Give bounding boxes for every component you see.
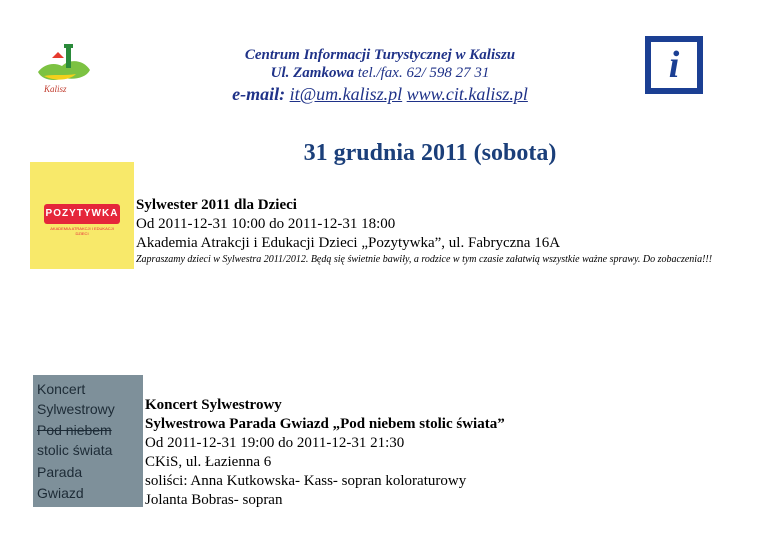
email-link[interactable]: it@um.kalisz.pl	[289, 84, 403, 104]
header	[150, 46, 610, 105]
website-link[interactable]: www.cit.kalisz.pl	[406, 84, 528, 104]
poster-line: stolic świata	[37, 442, 113, 458]
poster-line: Koncert	[37, 381, 86, 397]
poster-line: Gwiazd	[37, 485, 84, 501]
poster-line: Pod niebem	[37, 422, 112, 438]
date-heading: 31 grudnia 2011 (sobota)	[303, 140, 557, 166]
header-address: Ul. Zamkowa	[270, 65, 354, 81]
event1-image-sub: AKADEMIA ATRAKCJI I EDUKACJI DZIECI	[50, 226, 114, 236]
kalisz-logo	[34, 40, 96, 98]
event1-time: Od 2011-12-31 10:00 do 2011-12-31 18:00	[136, 216, 396, 232]
header-title: Centrum Informacji Turystycznej w Kaliszu	[244, 47, 516, 63]
header-phone: tel./fax. 62/ 598 27 31	[353, 65, 490, 81]
event2-poster	[33, 375, 143, 507]
event1-image-badge: POZYTYWKA	[44, 204, 120, 224]
event2-time: Od 2011-12-31 19:00 do 2011-12-31 21:30	[145, 435, 405, 451]
info-glyph: i	[668, 44, 680, 86]
event1-image	[30, 162, 134, 269]
event2-subtitle: Sylwestrowa Parada Gwiazd „Pod niebem stolic świata”	[145, 416, 505, 432]
header-contact-line	[150, 83, 610, 105]
info-icon	[645, 36, 703, 94]
poster-line: Sylwestrowy	[37, 401, 115, 417]
event1-title: Sylwester 2011 dla Dzieci	[136, 197, 297, 213]
header-address-line	[150, 64, 610, 83]
email-label: e-mail:	[232, 84, 286, 104]
event2-soloists: soliści: Anna Kutkowska- Kass- sopran koloraturowy	[145, 473, 467, 489]
event1-description: Zapraszamy dzieci w Sylwestra 2011/2012. Będą się świetnie bawiły, a rodzice w tym czasie załatwią wszystkie ważne sprawy. Do zobaczenia!!!	[136, 254, 713, 265]
event2-venue: CKiS, ul. Łazienna 6	[145, 454, 272, 470]
event2-soloist2: Jolanta Bobras- sopran	[145, 492, 283, 508]
event1-venue: Akademia Atrakcji i Edukacji Dzieci „Pozytywka”, ul. Fabryczna 16A	[136, 235, 561, 251]
event2	[145, 396, 745, 510]
logo-caption: Kalisz	[44, 84, 67, 94]
poster-line: Parada	[37, 464, 83, 480]
event2-title: Koncert Sylwestrowy	[145, 397, 282, 413]
event1	[136, 196, 756, 266]
